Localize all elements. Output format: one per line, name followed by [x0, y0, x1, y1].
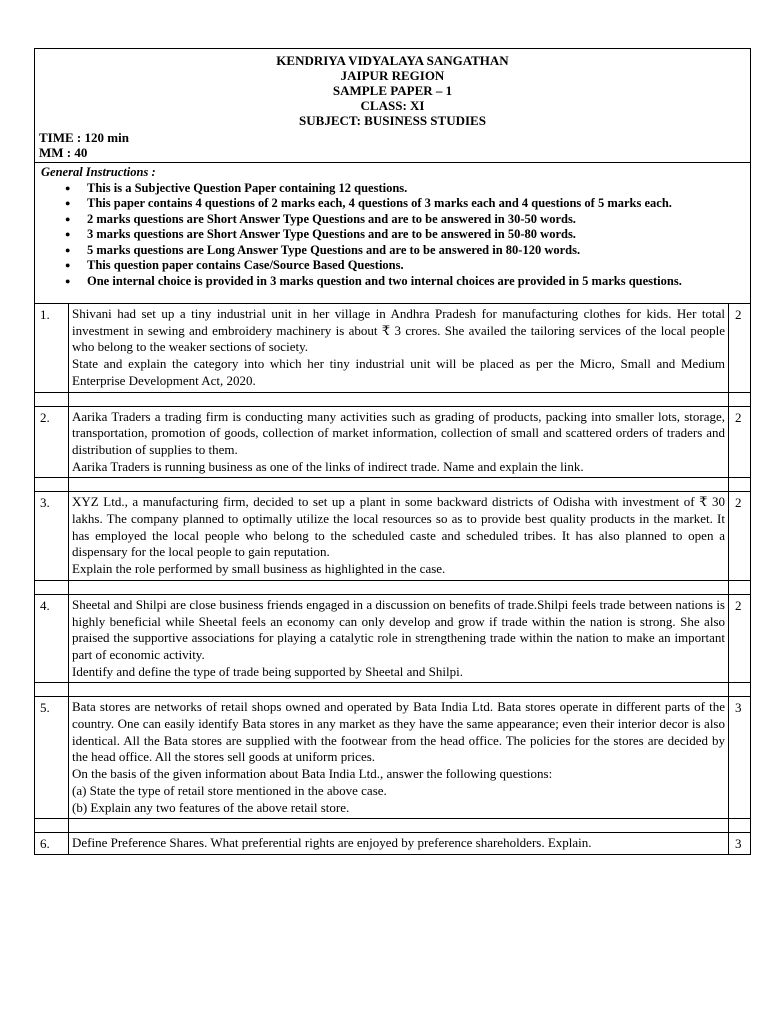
- org-name: KENDRIYA VIDYALAYA SANGATHAN: [276, 53, 509, 68]
- question-paragraph: State and explain the category into which her tiny industrial unit will be placed as per the Micro, Small and Medium Enterprise Development Act, 2020.: [72, 356, 725, 388]
- question-number: 4.: [35, 594, 69, 683]
- question-text: [69, 492, 729, 581]
- general-instructions: [35, 163, 751, 304]
- question-paragraph: Shivani had set up a tiny industrial unit in her village in Andhra Pradesh for manufacturing clothes for kids. Her total investment in sewing and embroidery machinery is about ₹ 3 crores. She availed the tailoring services of the local people who belong to the weaker sections of society.: [72, 306, 725, 355]
- question-row: [35, 697, 751, 819]
- instruction-item: ● This question paper contains Case/Source Based Questions.: [87, 258, 744, 274]
- max-marks-label: MM : 40: [39, 144, 88, 160]
- paper-title: SAMPLE PAPER – 1: [332, 83, 453, 98]
- spacer-row: [35, 819, 751, 833]
- question-paragraph: Aarika Traders is running business as one of the links of indirect trade. Name and explain the link.: [72, 458, 584, 474]
- question-number: 1.: [35, 304, 69, 393]
- question-subpart: (a) State the type of retail store mentioned in the above case.: [72, 782, 387, 798]
- question-text: [69, 697, 729, 819]
- subject-label: SUBJECT: BUSINESS STUDIES: [299, 113, 486, 128]
- instruction-item: ● 5 marks questions are Long Answer Type Questions and are to be answered in 80-120 words.: [87, 243, 744, 259]
- time-label: TIME : 120 min: [39, 130, 129, 145]
- instruction-item: ● One internal choice is provided in 3 marks question and two internal choices are provided in 5 marks questions.: [87, 274, 744, 290]
- question-paper: [34, 48, 750, 855]
- question-text: [69, 406, 729, 478]
- question-marks: 2: [729, 304, 751, 393]
- question-paragraph: Identify and define the type of trade being supported by Sheetal and Shilpi.: [72, 663, 463, 679]
- question-paragraph: Aarika Traders a trading firm is conducting many activities such as grading of products, packing into smaller lots, storage, transportation, promotion of goods, collection of market information, collection of small and scattered orders of traders and distribution of supplies to them.: [72, 408, 725, 457]
- question-row: [35, 492, 751, 581]
- question-subpart: (b) Explain any two features of the above retail store.: [72, 799, 350, 815]
- question-paragraph: Define Preference Shares. What preferential rights are enjoyed by preference shareholders. Explain.: [72, 835, 592, 851]
- spacer-row: [35, 478, 751, 492]
- question-paragraph: On the basis of the given information about Bata India Ltd., answer the following questions:: [72, 766, 553, 782]
- instruction-item: ● 3 marks questions are Short Answer Type Questions and are to be answered in 50-80 words.: [87, 227, 744, 243]
- question-text: [69, 833, 729, 855]
- question-paragraph: Explain the role performed by small business as highlighted in the case.: [72, 561, 446, 577]
- spacer-row: [35, 580, 751, 594]
- question-number: 3.: [35, 492, 69, 581]
- question-paragraph: XYZ Ltd., a manufacturing firm, decided to set up a plant in some backward districts of Odisha with investment of ₹ 30 lakhs. The company planned to optimally utilize the local resources so as to provide best quality products in the market. It has employed the local people who belong to the scheduled caste and scheduled tribes. It has also planned to open a dispensary for the local people to gain reputation.: [72, 494, 725, 560]
- question-paragraph: Bata stores are networks of retail shops owned and operated by Bata India Ltd. Bata stores operate in different parts of the country. One can easily identify Bata stores in any market as they have the same appearance; even their interior decor is also identical. All the Bata stores are supplied with the footwear from the head office. The policies for the stores are decided by the head office. All the stores sell goods at uniform prices.: [72, 699, 725, 765]
- class-label: CLASS: XI: [360, 98, 425, 113]
- paper-table: [34, 48, 751, 855]
- question-marks: 2: [729, 594, 751, 683]
- instructions-title: General Instructions :: [41, 165, 156, 179]
- region-name: JAIPUR REGION: [340, 68, 445, 83]
- question-row: [35, 406, 751, 478]
- question-number: 5.: [35, 697, 69, 819]
- instruction-item: ● This paper contains 4 questions of 2 marks each, 4 questions of 3 marks each and 4 questions of 5 marks each.: [87, 196, 744, 212]
- paper-header: [35, 49, 751, 163]
- question-number: 6.: [35, 833, 69, 855]
- question-paragraph: Sheetal and Shilpi are close business friends engaged in a discussion on benefits of trade.Shilpi feels trade between nations is highly beneficial while Sheetal feels an economy can only develop and grow if trade within the nation is strong. She also praised the supportive associations for playing a catalytic role in strengthening trade within the nation to make an important part of economic activity.: [72, 596, 725, 662]
- instruction-item: ● This is a Subjective Question Paper containing 12 questions.: [87, 181, 744, 197]
- question-marks: 3: [729, 697, 751, 819]
- instruction-item: ● 2 marks questions are Short Answer Type Questions and are to be answered in 30-50 words.: [87, 212, 744, 228]
- question-marks: 3: [729, 833, 751, 855]
- question-number: 2.: [35, 406, 69, 478]
- question-text: [69, 594, 729, 683]
- question-row: [35, 594, 751, 683]
- question-marks: 2: [729, 406, 751, 478]
- question-marks: 2: [729, 492, 751, 581]
- instructions-list: [41, 181, 744, 290]
- question-row: [35, 833, 751, 855]
- question-row: [35, 304, 751, 393]
- spacer-row: [35, 683, 751, 697]
- question-text: [69, 304, 729, 393]
- spacer-row: [35, 392, 751, 406]
